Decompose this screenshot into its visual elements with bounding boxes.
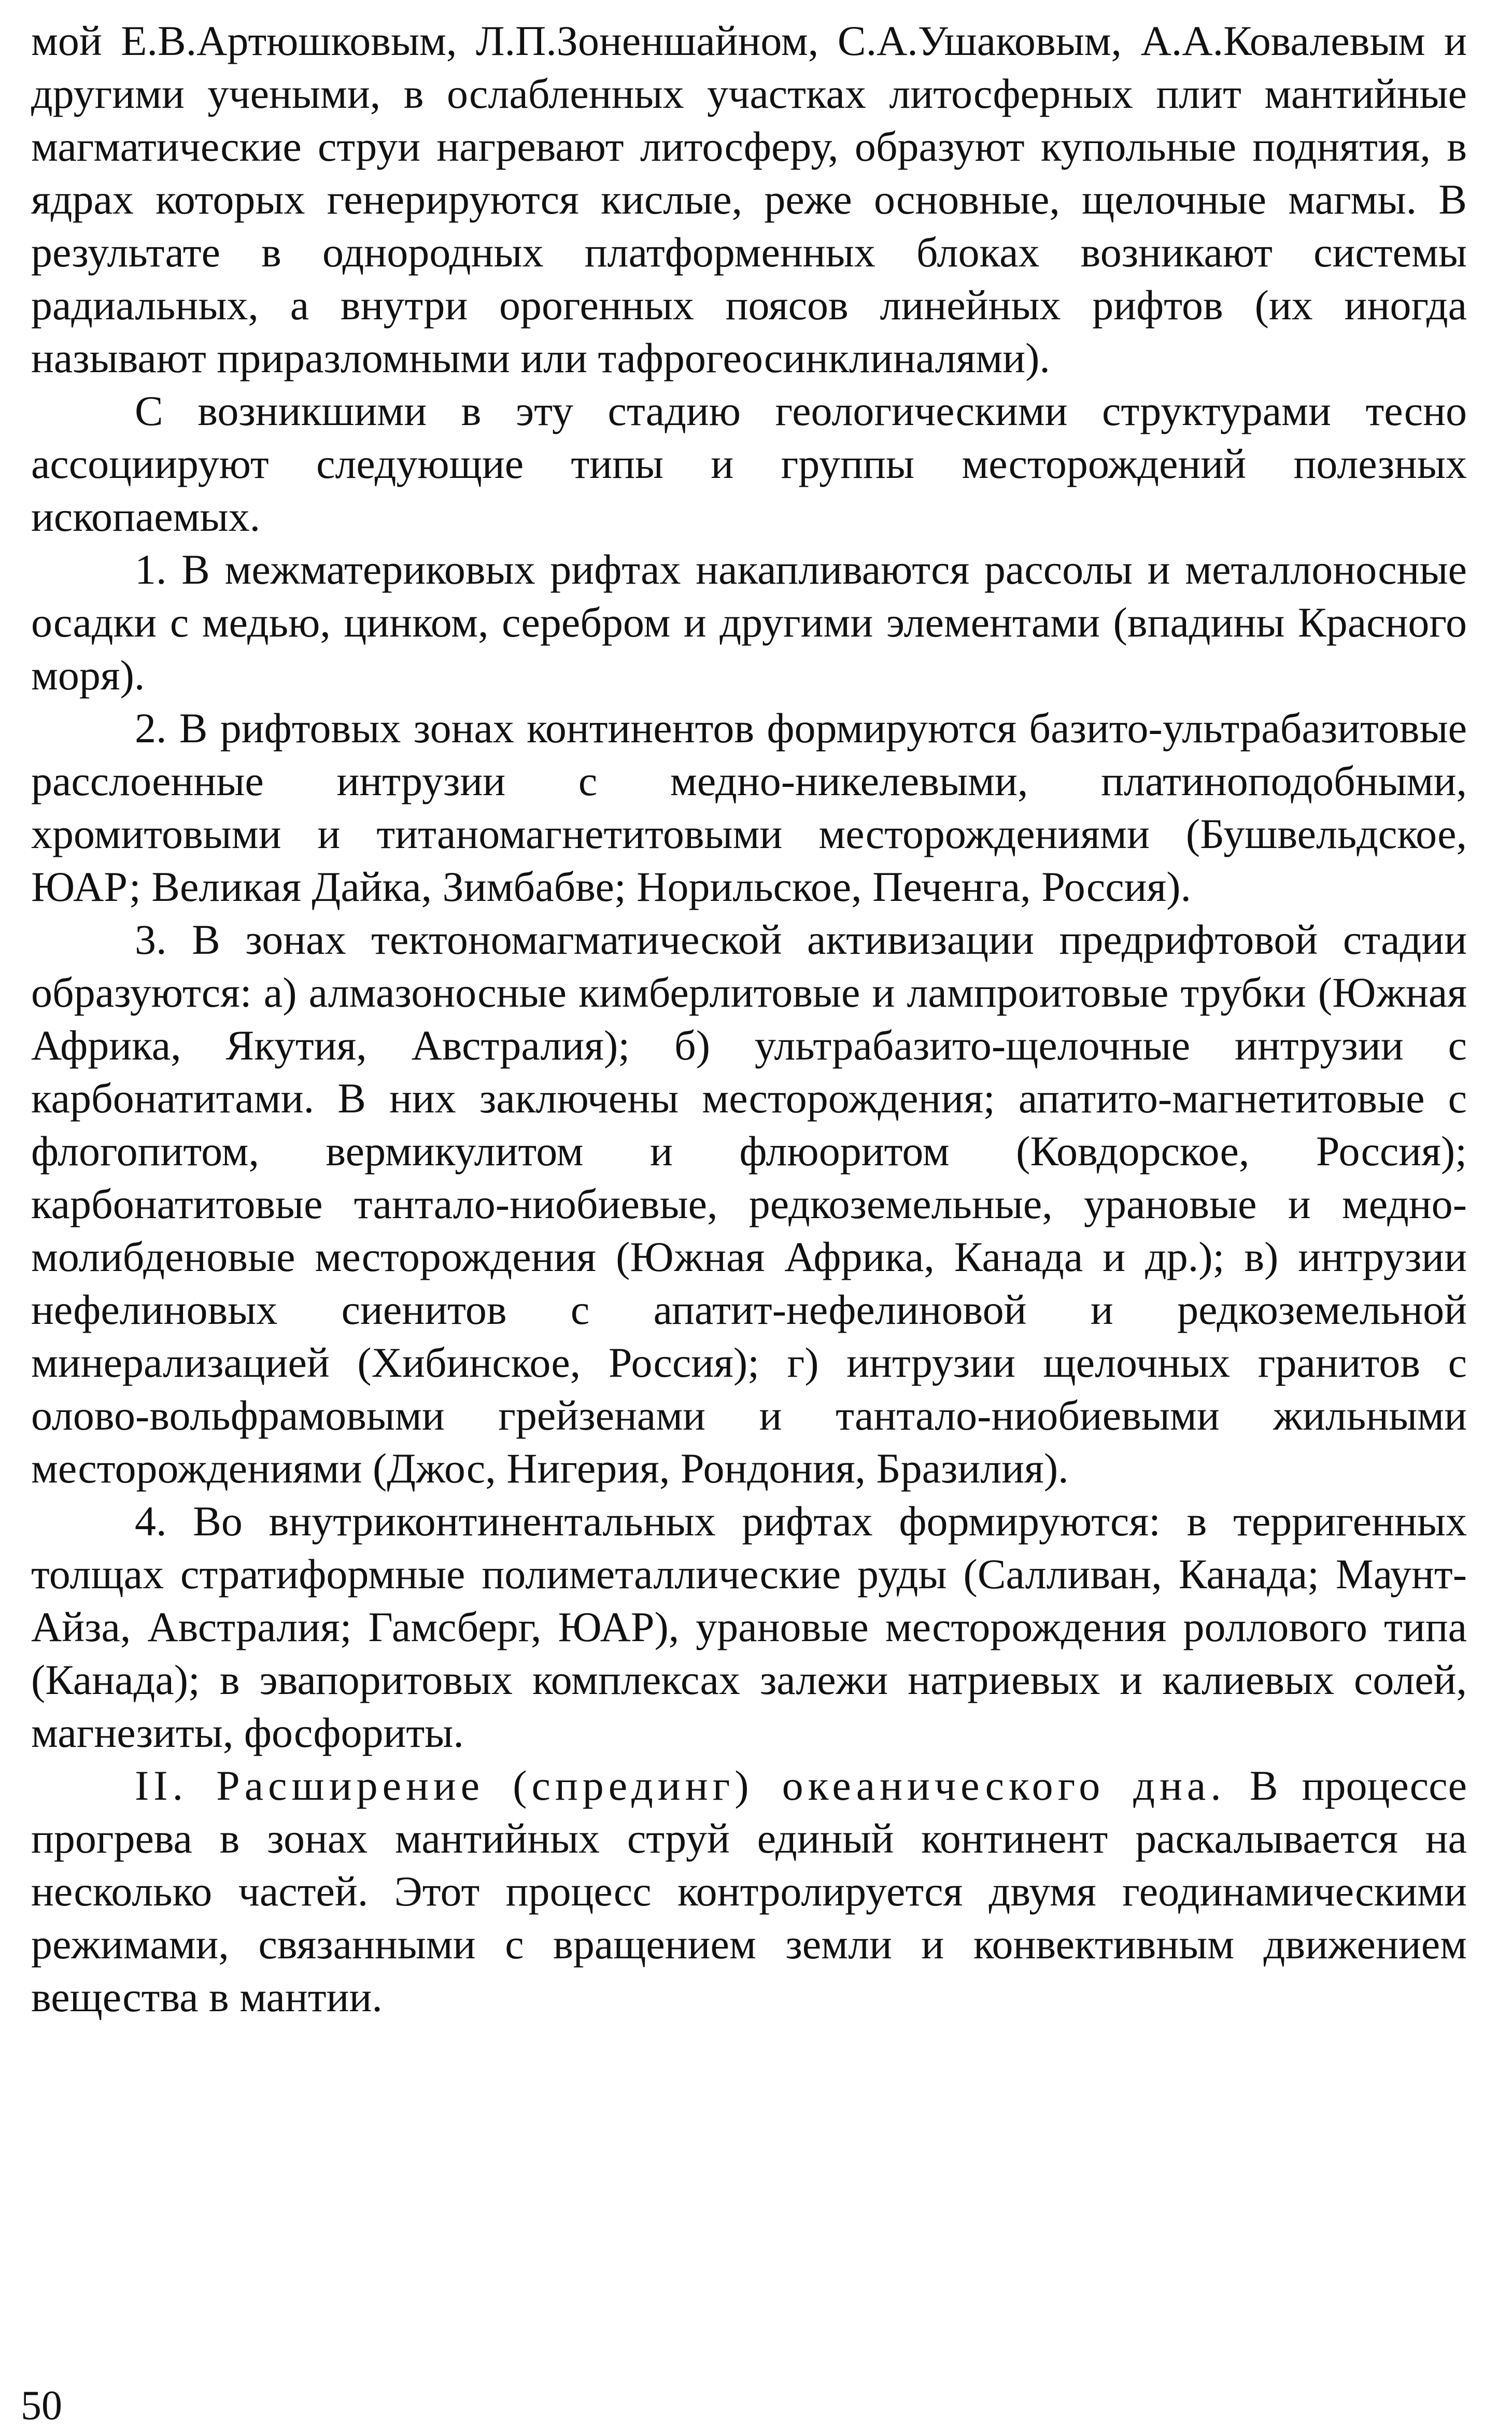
paragraph-associated-deposits: С возникшими в эту стадию геологическими структурами тесно ассоциируют следующие типы и группы месторождений полезных ископаемых. (31, 387, 1467, 540)
paragraph-item-4: 4. Во внутриконтинентальных рифтах формируются: в терригенных толщах стратиформные полиметаллические руды (Салливан, Канада; Маунт-Айза, Австралия; Гамсберг, ЮАР), урановые месторождения роллового типа (Канада); в эвапоритовых комплексах залежи натриевых и калиевых солей, магнезиты, фосфориты. (31, 1498, 1467, 1756)
page-number: 50 (21, 2383, 62, 2428)
paragraph-item-1: 1. В межматериковых рифтах накапливаются рассолы и металлоносные осадки с медью, цинком, серебром и другими элементами (впадины Красного моря). (31, 546, 1467, 699)
paragraph-intro-continuation: мой Е.В.Артюшковым, Л.П.Зоненшайном, С.А.Ушаковым, А.А.Ковалевым и другими учеными, в ослабленных участках литосферных плит мантийные магматические струи нагревают литосферу, образуют купольные поднятия, в ядрах которых генерируются кислые, реже основные, щелочные магмы. В результате в однородных платформенных блоках возникают системы радиальных, а внутри орогенных поясов линейных рифтов (их иногда называют приразломными или тафрогеосинклиналями). (31, 17, 1467, 382)
section-ii-heading: II. Расширение (спрединг) океанического дна. (135, 1762, 1226, 1809)
page-text (31, 15, 1467, 2024)
paragraph-section-ii (31, 1759, 1467, 2024)
section-ii-text: В процессе прогрева в зонах мантийных струй единый континент раскалывается на несколько частей. Этот процесс контролируется двумя геодинамическими режимами, связанными с вращением земли и конвективным движением вещества в мантии. (31, 1762, 1467, 2021)
paragraph-item-3: 3. В зонах тектономагматической активизации предрифтовой стадии образуются: а) алмазоносные кимберлитовые и лампроитовые трубки (Южная Африка, Якутия, Австралия); б) ультрабазито-щелочные интрузии с карбонатитами. В них заключены месторождения; апатито-магнетитовые с флогопитом, вермикулитом и флюоритом (Ковдорское, Россия); карбонатитовые тантало-ниобиевые, редкоземельные, урановые и медно-молибденовые месторождения (Южная Африка, Канада и др.); в) интрузии нефелиновых сиенитов с апатит-нефелиновой и редкоземельной минерализацией (Хибинское, Россия); г) интрузии щелочных гранитов с олово-вольфрамовыми грейзенами и тантало-ниобиевыми жильными месторождениями (Джос, Нигерия, Рондония, Бразилия). (31, 916, 1467, 1492)
paragraph-item-2: 2. В рифтовых зонах континентов формируются базито-ультрабазитовые расслоенные интрузии с медно-никелевыми, платиноподобными, хромитовыми и титаномагнетитовыми месторождениями (Бушвельдское, ЮАР; Великая Дайка, Зимбабве; Норильское, Печенга, Россия). (31, 704, 1467, 910)
